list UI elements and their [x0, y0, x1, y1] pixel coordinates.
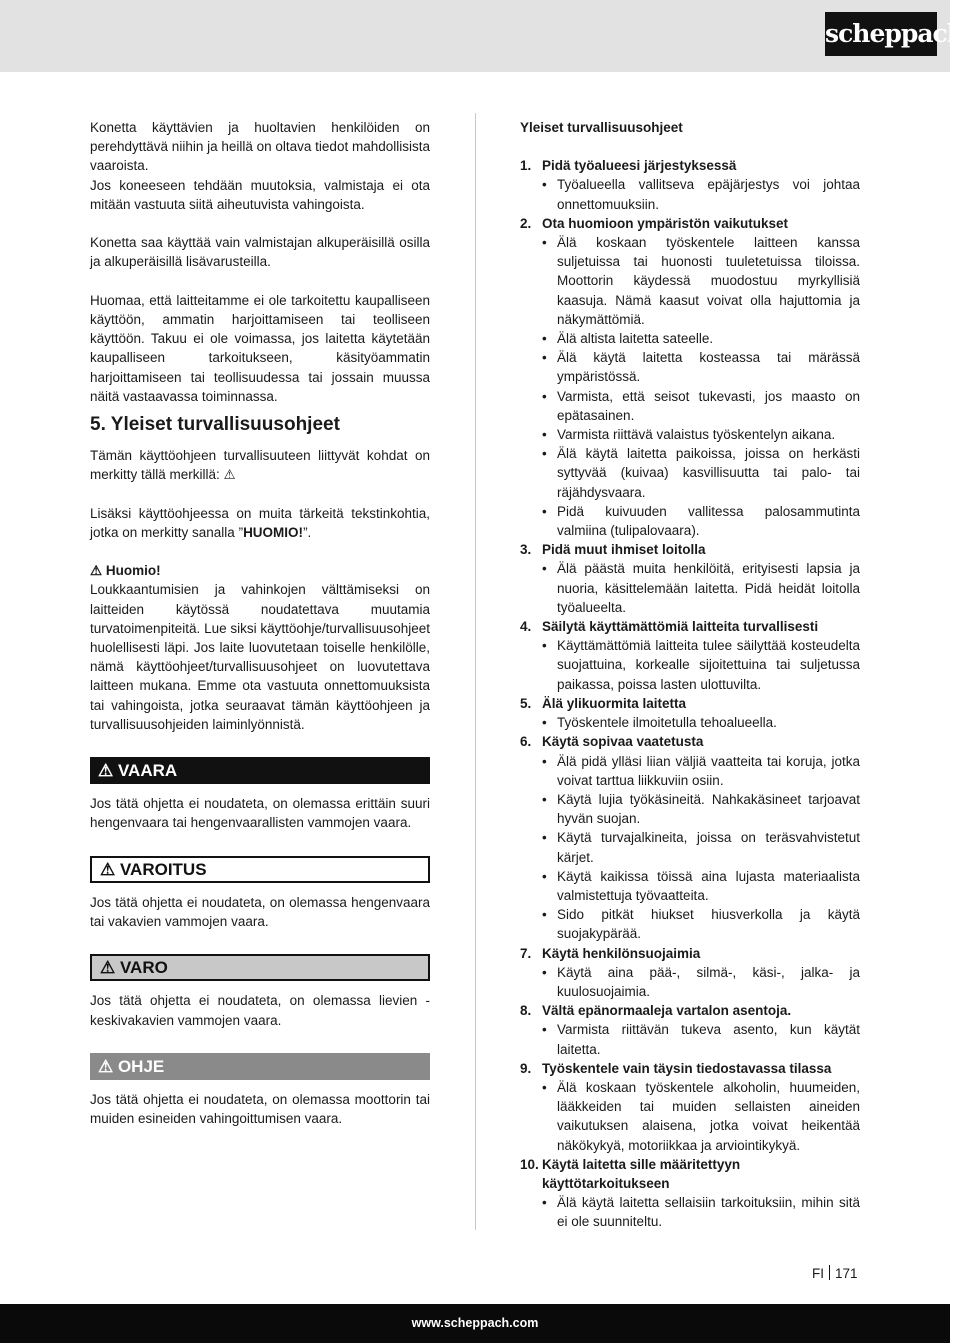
- safety-bullet: [520, 387, 860, 425]
- brand-logo: scheppach: [825, 12, 937, 56]
- symbol-paragraph: Tämän käyttöohjeen turvallisuuteen liittyvät kohdat on merkitty tällä merkillä: ⚠: [90, 448, 430, 483]
- intro-paragraph-3: Konetta saa käyttää vain valmistajan alkuperäisillä osilla ja alkuperäisillä lisävarusteilla.: [90, 235, 430, 270]
- bullet-dot-icon: •: [542, 753, 547, 769]
- safety-sections: [520, 156, 860, 1231]
- safety-title: Yleiset turvallisuusohjeet: [520, 120, 683, 135]
- safety-section-title: [520, 732, 860, 751]
- bullet-dot-icon: •: [542, 235, 547, 251]
- safety-section-title: [520, 944, 860, 963]
- safety-bullet: [520, 713, 860, 732]
- bullet-text: Älä koskaan työskentele laitteen kanssa suljetuissa tai huonosti tuuletetuissa tiloissa. Moottorin käydessä muodostuu myrkyllisiä kaasuja. Nämä kaasut voivat olla hajuttomia ja näkymättömiä.: [557, 235, 860, 327]
- section-title-text: Käytä henkilönsuojaimia: [542, 945, 701, 961]
- bullet-text: Älä käytä laitetta kosteassa tai märässä ympäristössä.: [557, 350, 860, 385]
- right-column: [520, 118, 860, 1232]
- caution-text: Jos tätä ohjetta ei noudateta, on olemassa lievien - keskivakavien vammojen vaara.: [90, 993, 430, 1028]
- safety-bullet: [520, 1078, 860, 1155]
- safety-bullet: [520, 752, 860, 790]
- section-number: 9.: [520, 1060, 532, 1076]
- section-number: 10.: [520, 1156, 539, 1172]
- huomio-post: ”.: [303, 524, 312, 540]
- huomio-body: Loukkaantumisien ja vahinkojen välttämiseksi on laitteiden käytössä noudatettava muutamia turvatoimenpiteitä. Lue siksi käyttöohje/turvallisuusohjeet huolellisesti läpi. Jos laite luovutetaan toiselle henkilölle, nämä käyttöohjeet/turvallisuusohjeet on luovutettava laitteen mukana. Emme ota vastuuta onnettomuuksista tai vahingoista, jotka seuraavat tämän käyttöohjeen ja turvallisuusohjeiden laiminlyönnistä.: [90, 582, 430, 732]
- huomio-paragraph: [90, 504, 430, 542]
- left-column: [90, 118, 430, 1128]
- bullet-text: Älä pidä ylläsi liian väljiä vaatteita tai koruja, jotka voivat tarttua liikkuviin osiin.: [557, 753, 860, 788]
- bullet-dot-icon: •: [542, 638, 547, 654]
- bullet-text: Sido pitkät hiukset hiusverkolla ja käytä suojakypärää.: [557, 907, 860, 942]
- safety-bullet: [520, 1193, 860, 1231]
- header-band: [0, 0, 950, 72]
- page-number-value: 171: [835, 1266, 858, 1281]
- bullet-text: Työskentele ilmoitetulla tehoalueella.: [557, 715, 777, 731]
- bullet-text: Älä koskaan työskentele alkoholin, huumeiden, lääkkeiden tai muiden sellaisten aineiden vaikutuksen alaisena, jotka voivat heikentää näkökykyä, motoriikkaa ja arviointikykyä.: [557, 1079, 860, 1153]
- column-divider: [475, 113, 476, 1230]
- safety-bullet: [520, 1020, 860, 1058]
- bullet-dot-icon: •: [542, 503, 547, 519]
- section-heading: 5. Yleiset turvallisuusohjeet: [90, 414, 340, 436]
- safety-bullet: [520, 444, 860, 502]
- bullet-text: Älä päästä muita henkilöitä, erityisesti lapsia ja nuoria, käsittelemään laitetta. Pidä heidät loitolla työalueelta.: [557, 561, 860, 615]
- bullet-dot-icon: •: [542, 791, 547, 807]
- intro-paragraph-2: Jos koneeseen tehdään muutoksia, valmistaja ei ota mitään vastuuta siitä aiheutuvista vahingoista.: [90, 177, 430, 212]
- safety-bullet: [520, 348, 860, 386]
- section-title-text: Käytä sopivaa vaatetusta: [542, 734, 704, 750]
- safety-section-title: [520, 540, 860, 559]
- intro-paragraph-1: Konetta käyttävien ja huoltavien henkilöiden on perehdyttävä niihin ja heillä on oltava tiedot mahdollisista vaaroista.: [90, 120, 430, 174]
- safety-bullet: [520, 425, 860, 444]
- huomio-pre: Lisäksi käyttöohjeessa on muita tärkeitä tekstinkohtia, jotka on merkitty sanalla ”: [90, 505, 430, 540]
- safety-bullet: [520, 502, 860, 540]
- section-title-text: Säilytä käyttämättömiä laitteita turvallisesti: [542, 619, 819, 635]
- section-number: 7.: [520, 945, 532, 961]
- bullet-dot-icon: •: [542, 1195, 547, 1211]
- safety-bullet: [520, 963, 860, 1001]
- page-number: [812, 1264, 858, 1283]
- warning-label-box: ⚠ VAROITUS: [90, 856, 430, 883]
- safety-section-title: [520, 214, 860, 233]
- intro-paragraph-4: Huomaa, että laitteitamme ei ole tarkoitettu kaupalliseen käyttöön, ammatin harjoittamiseen tai teolliseen käyttöön. Takuu ei ole voimassa, jos laitetta käytetään kaupalliseen tarkoitukseen, käsityöammatin harjoittamiseen tai teollisuudessa tai jossain muussa näitä vastaavassa toiminnassa.: [90, 292, 430, 404]
- bullet-dot-icon: •: [542, 177, 547, 193]
- section-title-text: Älä ylikuormita laitetta: [542, 695, 687, 711]
- bullet-dot-icon: •: [542, 1022, 547, 1038]
- footer-band: [0, 1304, 950, 1343]
- danger-label-box: ⚠ VAARA: [90, 757, 430, 784]
- bullet-dot-icon: •: [542, 350, 547, 366]
- bullet-dot-icon: •: [542, 1079, 547, 1095]
- safety-section-title: [520, 156, 860, 175]
- safety-bullet: [520, 175, 860, 213]
- footer-url[interactable]: www.scheppach.com: [411, 1316, 539, 1330]
- warning-text: Jos tätä ohjetta ei noudateta, on olemassa hengenvaara tai vakavien vammojen vaara.: [90, 894, 430, 930]
- section-title-text: Pidä työalueesi järjestyksessä: [542, 158, 737, 174]
- bullet-text: Älä käytä laitetta sellaisiin tarkoituksiin, mihin sitä ei ole suunniteltu.: [557, 1195, 860, 1230]
- page-separator: [829, 1265, 830, 1280]
- safety-section-title: [520, 1059, 860, 1078]
- section-title-text: Vältä epänormaaleja vartalon asentoja.: [542, 1003, 792, 1019]
- safety-bullet: [520, 790, 860, 828]
- caution-label-box: ⚠ VARO: [90, 954, 430, 981]
- section-title-text: Työskentele vain täysin tiedostavassa tilassa: [542, 1060, 832, 1076]
- notice-text: Jos tätä ohjetta ei noudateta, on olemassa moottorin tai muiden esineiden vahingoittumisen vaara.: [90, 1092, 430, 1127]
- bullet-dot-icon: •: [542, 331, 547, 347]
- safety-bullet: [520, 559, 860, 617]
- page-lang: FI: [812, 1266, 824, 1281]
- section-number: 6.: [520, 734, 532, 750]
- section-number: 4.: [520, 619, 532, 635]
- huomio-word: HUOMIO!: [243, 524, 304, 540]
- safety-bullet: [520, 867, 860, 905]
- bullet-dot-icon: •: [542, 964, 547, 980]
- bullet-text: Käyttämättömiä laitteita tulee säilyttää kosteudelta suojattuina, korkealle sijoitettuina tai suljetussa paikassa, poissa lasten ulottuvilta.: [557, 638, 860, 692]
- section-number: 1.: [520, 158, 532, 174]
- safety-bullet: [520, 636, 860, 694]
- section-number: 2.: [520, 215, 532, 231]
- bullet-dot-icon: •: [542, 446, 547, 462]
- bullet-dot-icon: •: [542, 715, 547, 731]
- bullet-dot-icon: •: [542, 427, 547, 443]
- bullet-dot-icon: •: [542, 907, 547, 923]
- bullet-text: Pidä kuivuuden vallitessa palosammutinta valmiina (tulipalovaara).: [557, 503, 860, 539]
- bullet-dot-icon: •: [542, 830, 547, 846]
- bullet-text: Käytä lujia työkäsineitä. Nahkakäsineet tarjoavat hyvän suojan.: [557, 791, 860, 827]
- safety-section-title: [520, 617, 860, 636]
- bullet-text: Älä käytä laitetta paikoissa, joissa on herkästi syttyvää (kuivaa) kasvillisuutta tai palo- tai räjähdysvaara.: [557, 446, 860, 500]
- huomio-title: ⚠ Huomio!: [90, 563, 161, 579]
- safety-bullet: [520, 329, 860, 348]
- bullet-dot-icon: •: [542, 561, 547, 577]
- danger-text: Jos tätä ohjetta ei noudateta, on olemassa erittäin suuri hengenvaara tai hengenvaarallisten vammojen vaara.: [90, 796, 430, 831]
- bullet-text: Varmista, että seisot tukevasti, jos maasto on epätasainen.: [557, 388, 860, 423]
- safety-bullet: [520, 828, 860, 866]
- section-number: 5.: [520, 695, 532, 711]
- safety-bullet: [520, 905, 860, 943]
- section-number: 8.: [520, 1003, 532, 1019]
- safety-section-title: [520, 1001, 860, 1020]
- bullet-dot-icon: •: [542, 388, 547, 404]
- section-number: 3.: [520, 542, 532, 558]
- section-title-text: Käytä laitetta sille määritettyyn käyttötarkoitukseen: [542, 1156, 741, 1191]
- safety-section-title: [520, 694, 860, 713]
- safety-bullet: [520, 233, 860, 329]
- section-title-text: Ota huomioon ympäristön vaikutukset: [542, 215, 789, 231]
- bullet-text: Varmista riittävä valaistus työskentelyn aikana.: [557, 427, 836, 443]
- bullet-dot-icon: •: [542, 868, 547, 884]
- bullet-text: Varmista riittävän tukeva asento, kun käytät laitetta.: [557, 1022, 860, 1057]
- bullet-text: Työalueella vallitseva epäjärjestys voi johtaa onnettomuuksiin.: [557, 177, 860, 212]
- bullet-text: Käytä turvajalkineita, joissa on teräsvahvistetut kärjet.: [557, 830, 860, 865]
- section-title-text: Pidä muut ihmiset loitolla: [542, 542, 706, 558]
- bullet-text: Käytä kaikissa töissä aina lujasta materiaalista valmistettuja työvaatteita.: [557, 868, 860, 903]
- notice-label-box: ⚠ OHJE: [90, 1053, 430, 1080]
- safety-section-title: [520, 1155, 860, 1193]
- bullet-text: Älä altista laitetta sateelle.: [557, 331, 714, 347]
- bullet-text: Käytä aina pää-, silmä-, käsi-, jalka- ja kuulosuojaimia.: [557, 964, 860, 999]
